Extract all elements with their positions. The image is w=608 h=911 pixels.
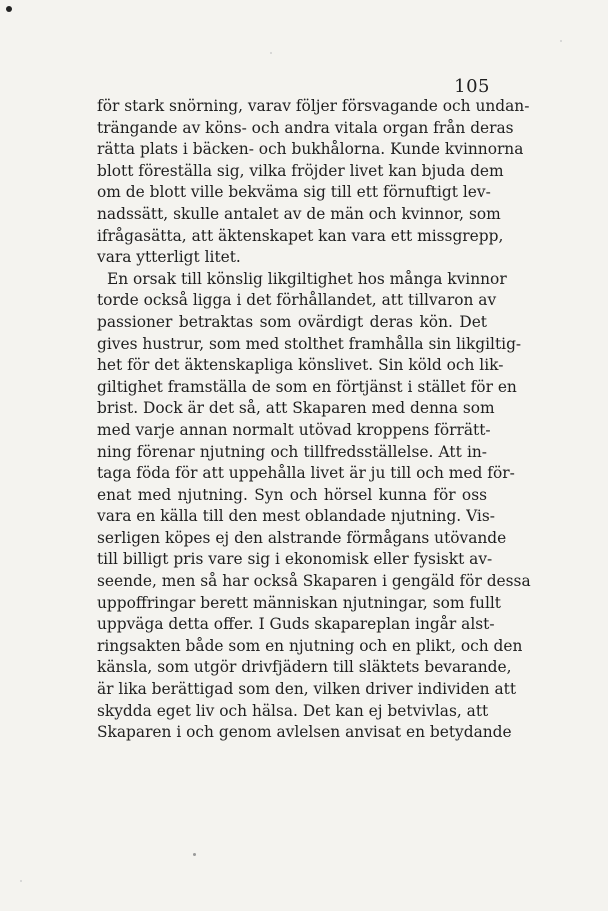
text-line: het för det äktenskapliga könslivet. Sin köld och lik-	[97, 356, 504, 375]
text-line: uppoffringar berett människan njutningar, som fullt	[97, 593, 501, 612]
paper-speck	[270, 52, 272, 54]
text-line: är lika berättigad som den, vilken driver individen att	[97, 680, 517, 699]
text-line: taga föda för att uppehålla livet är ju till och med för-	[97, 464, 515, 483]
text-line: enat med njutning. Syn och hörsel kunna för oss	[97, 485, 487, 504]
paragraph-2	[97, 269, 531, 744]
text-line: En orsak till könslig likgiltighet hos många kvinnor	[107, 269, 507, 288]
text-line: uppväga detta offer. I Guds skapareplan ingår alst-	[97, 615, 495, 634]
text-line: Skaparen i och genom avlelsen anvisat en betydande	[97, 723, 512, 742]
text-line: gives hustrur, som med stolthet framhålla sin likgiltig-	[97, 334, 522, 353]
text-line: rätta plats i bäcken- och bukhålorna. Kunde kvinnorna	[97, 140, 524, 159]
paper-speck	[6, 6, 12, 12]
text-line: med varje annan normalt utövad kroppens förrätt-	[97, 420, 491, 439]
paper-speck	[20, 880, 22, 882]
text-line: serligen köpes ej den alstrande förmågans utövande	[97, 528, 507, 547]
text-line: skydda eget liv och hälsa. Det kan ej betvivlas, att	[97, 701, 489, 720]
text-line: ifrågasätta, att äktenskapet kan vara ett missgrepp,	[97, 226, 504, 245]
text-line: känsla, som utgör drivfjädern till släktets bevarande,	[97, 658, 512, 677]
text-line: torde också ligga i det förhållandet, att tillvaron av	[97, 291, 497, 310]
text-line: passioner betraktas som ovärdigt deras kön. Det	[97, 312, 487, 331]
body-text	[97, 96, 531, 744]
text-line: till billigt pris vare sig i ekonomisk eller fysiskt av-	[97, 550, 493, 569]
text-line: vara ytterligt litet.	[97, 248, 241, 267]
paragraph-1	[97, 96, 530, 269]
text-line: seende, men så har också Skaparen i gengäld för dessa	[97, 572, 531, 591]
text-line: ning förenar njutning och tillfredsställelse. Att in-	[97, 442, 487, 461]
text-line: giltighet framställa de som en förtjänst i stället för en	[97, 377, 517, 396]
text-line: blott föreställa sig, vilka fröjder livet kan bjuda dem	[97, 161, 504, 180]
text-line: brist. Dock är det så, att Skaparen med denna som	[97, 399, 495, 418]
page-number: 105	[454, 76, 490, 97]
text-line: ringsakten både som en njutning och en plikt, och den	[97, 636, 523, 655]
text-line: vara en källa till den mest oblandade njutning. Vis-	[97, 507, 495, 526]
text-line: för stark snörning, varav följer försvagande och undan-	[97, 97, 530, 115]
text-line: nadssätt, skulle antalet av de män och kvinnor, som	[97, 204, 501, 223]
text-line: om de blott ville bekväma sig till ett förnuftigt lev-	[97, 183, 491, 202]
paper-speck	[193, 853, 196, 856]
paper-speck	[560, 40, 562, 42]
text-line: trängande av köns- och andra vitala organ från deras	[97, 118, 514, 137]
